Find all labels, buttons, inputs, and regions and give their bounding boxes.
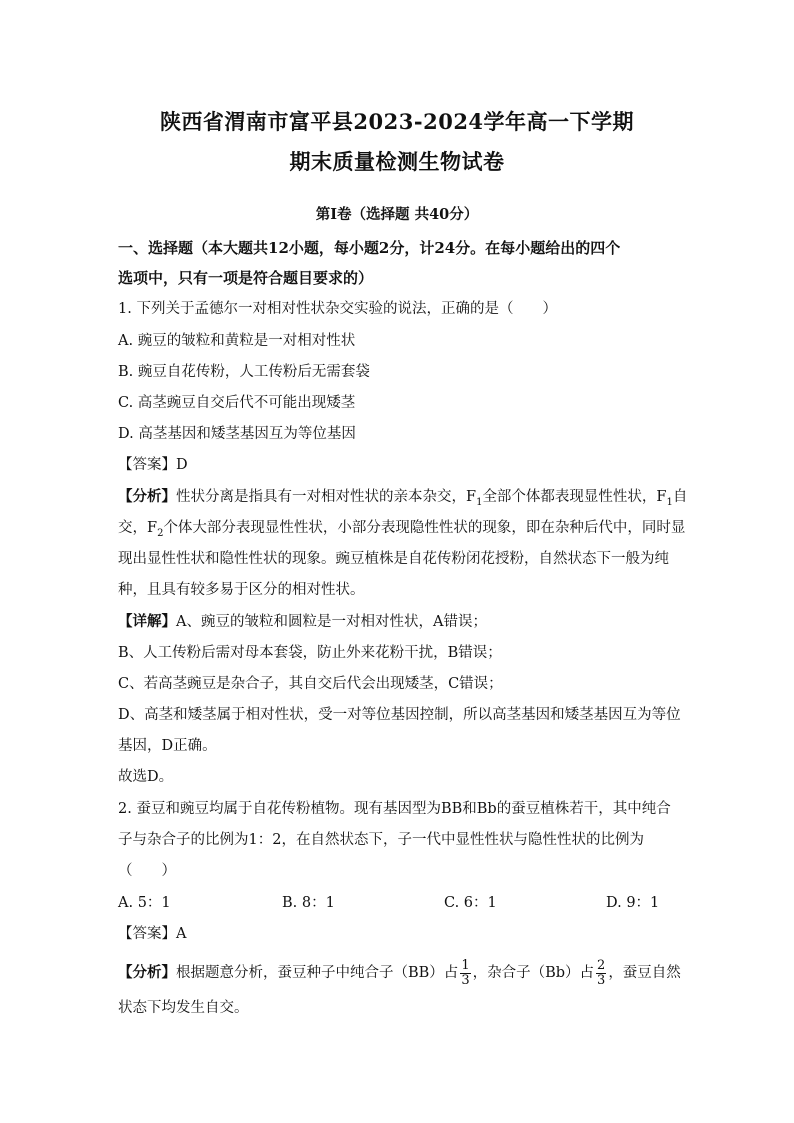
detail-label: 【详解】: [118, 613, 176, 630]
analysis-label: 【分析】: [118, 964, 176, 981]
fraction-two-thirds: $\frac{2}{3}$: [597, 957, 606, 988]
q1-analysis-line2: 交，$F_2$个体大部分表现显性性状，小部分表现隐性性状的现象，即在杂种后代中，同时显: [118, 520, 686, 539]
q1-option-b: B. 豌豆自花传粉，人工传粉后无需套袋: [118, 364, 370, 380]
q1-conclusion: 故选D。: [118, 769, 174, 785]
q1-answer: 【答案】D: [118, 457, 188, 473]
exam-title-line1: 陕西省渭南市富平县2023-2024学年高一下学期: [159, 109, 635, 134]
fraction-one-third: $\frac{1}{3}$: [461, 957, 470, 988]
q2-stem-line2: 子与杂合子的比例为1：2，在自然状态下，子一代中显性性状与隐性性状的比例为: [118, 832, 644, 848]
analysis-label: 【分析】: [118, 488, 176, 505]
q1-stem: 1. 下列关于孟德尔一对相对性状杂交实验的说法，正确的是（ ）: [118, 301, 557, 317]
q2-option-c: C. 6：1: [444, 895, 497, 911]
q1-detail-c: C、若高茎豌豆是杂合子，其自交后代会出现矮茎，C错误；: [118, 676, 503, 692]
q1-analysis-line4: 种，且具有较多易于区分的相对性状。: [118, 582, 365, 598]
q2-analysis-line2: 状态下均发生自交。: [118, 1000, 249, 1016]
part-heading: 第Ⅰ卷（选择题 共40分）: [315, 206, 479, 223]
q1-detail-d-line2: 基因，D正确。: [118, 738, 217, 754]
q2-answer: 【答案】A: [118, 926, 187, 942]
q1-analysis-line1: 【分析】性状分离是指具有一对相对性状的亲本杂交，$F_1$全部个体都表现显性性状，$F_1$自: [118, 488, 688, 508]
exam-title-line2: 期末质量检测生物试卷: [289, 149, 505, 174]
q2-option-b: B. 8：1: [282, 895, 335, 911]
q1-option-a: A. 豌豆的皱粒和黄粒是一对相对性状: [118, 333, 356, 349]
q1-detail-d-line1: D、高茎和矮茎属于相对性状，受一对等位基因控制，所以高茎基因和矮茎基因互为等位: [118, 707, 681, 723]
section-instructions-line1: 一、选择题（本大题共12小题，每小题2分，计24分。在每小题给出的四个: [118, 239, 621, 257]
q2-stem-line1: 2. 蚕豆和豌豆均属于自花传粉植物。现有基因型为BB和Bb的蚕豆植株若干，其中纯合: [118, 801, 671, 817]
q1-option-c: C. 高茎豌豆自交后代不可能出现矮茎: [118, 395, 356, 411]
section-instructions-line2: 选项中，只有一项是符合题目要求的）: [118, 269, 374, 287]
q1-analysis-line3: 现出显性性状和隐性性状的现象。豌豆植株是自花传粉闭花授粉，自然状态下一般为纯: [118, 551, 669, 567]
q2-option-a: A. 5：1: [118, 895, 171, 911]
q2-stem-line3: （ ）: [118, 863, 176, 879]
q2-option-d: D. 9：1: [606, 895, 660, 911]
q1-detail-b: B、人工传粉后需对母本套袋，防止外来花粉干扰，B错误；: [118, 645, 502, 661]
q2-analysis-line1: 【分析】根据题意分析，蚕豆种子中纯合子（BB）占 $\frac{1}{3}$ ，杂合子（Bb）占 $\frac{2}{3}$ ，蚕豆自然: [118, 957, 681, 988]
q1-option-d: D. 高茎基因和矮茎基因互为等位基因: [118, 426, 356, 442]
q1-detail-a: 【详解】A、豌豆的皱粒和圆粒是一对相对性状，A错误；: [118, 613, 487, 630]
